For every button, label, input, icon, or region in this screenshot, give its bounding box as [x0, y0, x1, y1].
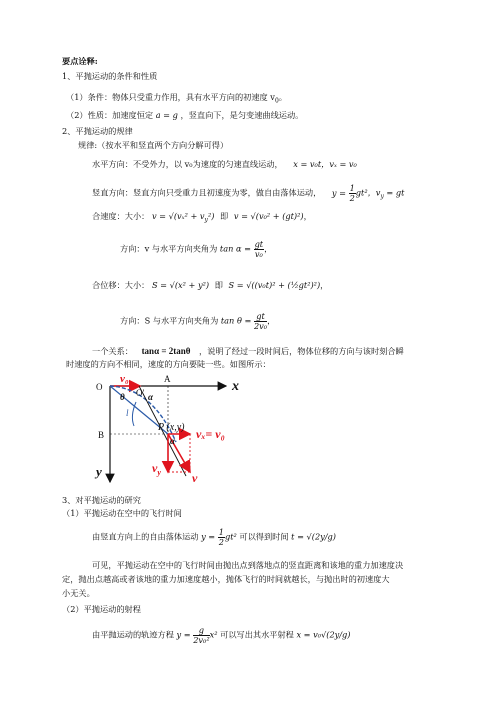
subsection-2: （2）平抛运动的射程 — [62, 604, 141, 614]
displacement-direction-formula: tan θ = — [220, 315, 252, 326]
sdir-den: 2v₀ — [253, 321, 268, 331]
displacement-formula-1: S = √(x² + y²) — [151, 280, 210, 290]
time-para-3: 小无关。 — [62, 588, 95, 598]
section-1-title: 1、平抛运动的条件和性质 — [62, 71, 158, 81]
sdir-num: gt — [254, 312, 267, 322]
vertical-fraction — [349, 184, 356, 203]
displacement-formula-2: S = √((v₀t)² + (½gt²)²) — [228, 280, 321, 290]
subsection-1: （1）平抛运动在空中的飞行时间 — [62, 508, 182, 518]
range-formula-2: x = v₀√(2y/g) — [296, 629, 351, 640]
vdir-den: v₀ — [254, 249, 263, 259]
relation-formula: tanα = 2tanθ — [141, 346, 191, 356]
label-vy — [152, 461, 161, 477]
relation-text-a: 一个关系： — [92, 346, 133, 356]
label-v: v — [192, 471, 198, 485]
time-formula-1: y = — [201, 531, 216, 542]
label-O: O — [96, 382, 103, 392]
property-line — [66, 110, 303, 121]
displacement-mid: 即 — [214, 280, 223, 290]
displacement-direction-fraction — [254, 312, 267, 331]
rule-line: 规律:（按水平和竖直两个方向分解可得） — [78, 140, 229, 150]
label-Oprime: O′ — [136, 388, 145, 398]
label-B: B — [98, 430, 105, 440]
condition-subscript: 0 — [274, 97, 279, 105]
vertical-formula-rest: gt²，v — [355, 187, 381, 198]
label-l: l — [126, 408, 129, 418]
condition-end: 。 — [278, 92, 287, 102]
range-formula-1: y = — [176, 629, 191, 640]
label-alpha-bottom: α — [170, 436, 175, 446]
relation-line — [92, 346, 404, 357]
horizontal-text: 水平方向：不受外力，以 v₀为速度的匀速直线运动， — [92, 159, 283, 169]
vertical-formula-y: y = — [331, 187, 346, 198]
time-frac-num: 1 — [218, 527, 224, 537]
velocity-formula-1-end: ²) — [207, 211, 215, 221]
range-fraction — [193, 626, 209, 645]
label-v0: v₀ — [120, 373, 129, 385]
time-text-b: 可以得到时间 — [239, 531, 289, 542]
label-y: y — [96, 464, 102, 479]
property-text-b: ，竖直向下，是匀变速曲线运动。 — [180, 110, 304, 120]
vertical-text: 竖直方向：竖直方向只受重力且初速度为零，做自由落体运动， — [92, 187, 322, 198]
condition-line — [66, 92, 287, 107]
velocity-formula-2: v = √(v₀² + (gt)²) — [233, 211, 304, 221]
vertical-frac-num: 1 — [349, 183, 355, 193]
label-vy-sub: y — [157, 468, 161, 477]
range-frac-den: 2v₀² — [193, 635, 210, 645]
time-para-1: 可见，平抛运动在空中的飞行时间由抛出点到落地点的竖直距离和该地的重力加速度决 — [92, 560, 404, 570]
range-text-b: 可以写出其水平射程 — [220, 629, 294, 640]
time-fraction — [218, 528, 225, 547]
label-P: P (x,y) — [158, 422, 185, 433]
condition-text: （1）条件：物体只受重力作用，具有水平方向的初速度 v — [66, 92, 275, 102]
relation-text-c: 时速度的方向不相同，速度的方向要陡一些。如图所示： — [66, 359, 271, 369]
vertical-formula-end: = gt — [383, 187, 405, 198]
section-2-title: 2、平抛运动的规律 — [62, 126, 133, 136]
range-formula-1b: x² — [209, 629, 218, 640]
time-text-a: 由竖直方向上的自由落体运动 — [92, 531, 199, 542]
velocity-direction-end: ， — [264, 243, 273, 254]
displacement-direction-end: ， — [267, 315, 276, 326]
vertical-line — [92, 184, 404, 203]
velocity-label: 合速度：大小： — [92, 211, 150, 221]
time-para-2: 定，抛出点越高或者该地的重力加速度越小，抛体飞行的时间就越长，与抛出时的初速度大 — [62, 574, 390, 584]
velocity-end: ， — [303, 211, 312, 221]
label-vy-main: v — [152, 461, 158, 475]
velocity-line — [92, 211, 312, 226]
label-x: x — [232, 379, 239, 394]
velocity-direction-line — [120, 240, 272, 259]
range-frac-num: g — [193, 626, 209, 636]
time-frac-den: 2 — [218, 537, 224, 547]
horizontal-line — [92, 159, 357, 170]
displacement-direction-line — [120, 312, 275, 331]
label-A: A — [164, 374, 171, 384]
vertical-frac-den: 2 — [349, 193, 355, 203]
heading: 要点诠释: — [62, 56, 98, 66]
velocity-formula-1-sub: y — [204, 216, 208, 224]
label-theta: θ — [120, 392, 125, 402]
projectile-figure — [86, 372, 286, 492]
vertical-formula-sub: y — [380, 193, 384, 201]
velocity-mid: 即 — [220, 211, 229, 221]
displacement-label: 合位移：大小： — [92, 280, 150, 290]
property-formula: a = g — [155, 110, 178, 120]
velocity-formula-1: v = √(vₓ² + v — [151, 211, 205, 221]
vdir-num: gt — [254, 239, 264, 249]
velocity-direction-fraction — [254, 240, 265, 259]
velocity-direction-formula: tan α = — [219, 243, 251, 254]
displacement-direction-label: 方向：S 与水平方向夹角为 — [120, 315, 219, 326]
displacement-line — [92, 280, 328, 291]
relation-text-b: ，说明了经过一段时间后，物体位移的方向与该时刻合瞬 — [199, 346, 404, 356]
range-text-a: 由平抛运动的轨迹方程 — [92, 629, 174, 640]
property-text-a: （2）性质：加速度恒定 — [66, 110, 154, 120]
section-3-title: 3、对平抛运动的研究 — [62, 495, 141, 505]
range-line — [92, 626, 350, 645]
time-formula-2: t = √(2y/g) — [291, 531, 336, 542]
horizontal-formula: x = v₀t，vₓ = v₀ — [293, 159, 357, 169]
velocity-direction-label: 方向：v 与水平方向夹角为 — [120, 243, 218, 254]
label-vx: vₓ= v₀ — [196, 427, 225, 441]
label-alpha-top: α — [148, 392, 153, 402]
time-formula-1b: gt² — [224, 531, 237, 542]
time-line — [92, 528, 336, 547]
displacement-end: ， — [320, 280, 329, 290]
